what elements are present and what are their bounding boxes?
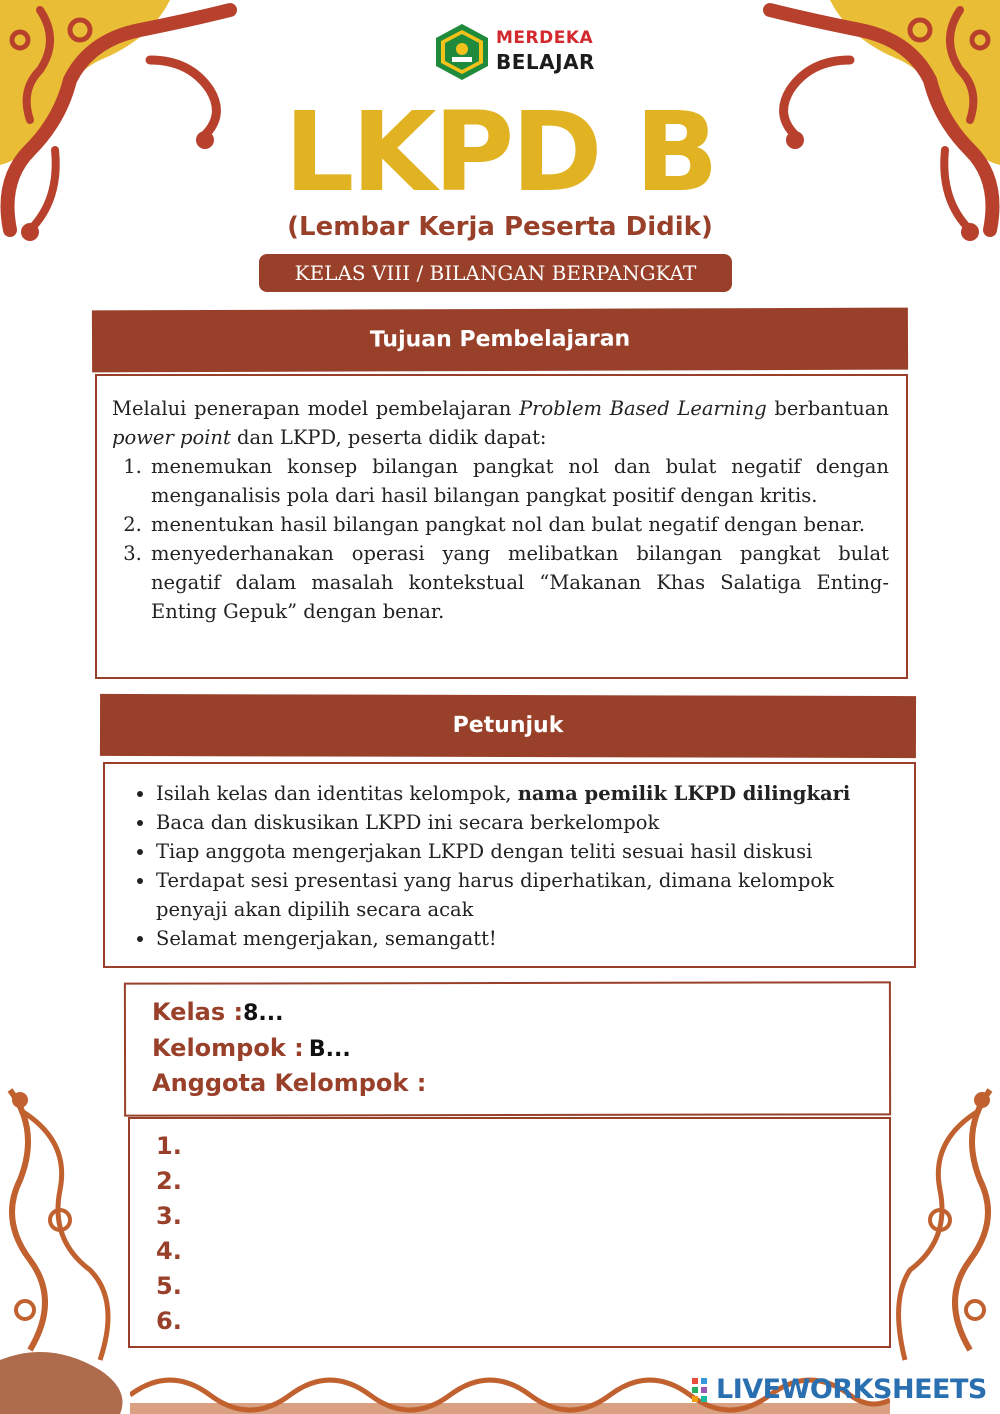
tujuan-intro: Melalui penerapan model pembelajaran Problem Based Learning berbantuan power point dan LKPD, peserta didik dapat: bbox=[112, 397, 889, 449]
petunjuk-heading: Petunjuk bbox=[452, 712, 564, 739]
page-title: LKPD B bbox=[284, 88, 716, 216]
petunjuk-item: • Baca dan diskusikan LKPD ini secara berkelompok bbox=[156, 808, 906, 837]
kelas-label: Kelas : bbox=[152, 998, 244, 1026]
petunjuk-item: • Isilah kelas dan identitas kelompok, nama pemilik LKPD dilingkari bbox=[156, 779, 906, 808]
class-banner: KELAS VIII / BILANGAN BERPANGKAT bbox=[259, 254, 732, 292]
kelompok-label: Kelompok : bbox=[152, 1034, 304, 1062]
tujuan-item: 1. menemukan konsep bilangan pangkat nol dan bulat negatif dengan menganalisis pola dari hasil bilangan pangkat positif dengan kritis. bbox=[148, 452, 889, 510]
logo-line-2: BELAJAR bbox=[496, 50, 595, 74]
anggota-row bbox=[152, 1069, 426, 1097]
tujuan-text bbox=[112, 394, 889, 626]
liveworksheets-watermark bbox=[690, 1374, 987, 1405]
kelas-row bbox=[152, 998, 284, 1026]
kelompok-value[interactable]: B... bbox=[308, 1037, 351, 1062]
member-number: 4. bbox=[156, 1237, 182, 1265]
ornament-bottom-right-icon bbox=[890, 1070, 1000, 1370]
petunjuk-item: • Terdapat sesi presentasi yang harus diperhatikan, dimana kelompok penyaji akan dipilih secara acak bbox=[156, 866, 906, 924]
members-box bbox=[128, 1117, 891, 1348]
petunjuk-header bbox=[100, 694, 916, 758]
petunjuk-item: • Tiap anggota mengerjakan LKPD dengan teliti sesuai hasil diskusi bbox=[156, 837, 906, 866]
tujuan-item: 2. menentukan hasil bilangan pangkat nol dan bulat negatif dengan benar. bbox=[148, 510, 889, 539]
member-number: 6. bbox=[156, 1307, 182, 1335]
tujuan-item: 3. menyederhanakan operasi yang melibatkan bilangan pangkat bulat negatif dalam masalah kontekstual “Makanan Khas Salatiga Enting-Enting Gepuk” dengan benar. bbox=[148, 539, 889, 626]
anggota-label: Anggota Kelompok : bbox=[152, 1069, 427, 1097]
tujuan-list bbox=[112, 452, 889, 626]
member-number: 3. bbox=[156, 1202, 182, 1230]
kemenag-emblem-icon bbox=[432, 22, 492, 82]
kelas-value[interactable]: 8... bbox=[243, 1001, 284, 1026]
ornament-bottom-left-icon bbox=[0, 1070, 130, 1414]
petunjuk-text bbox=[126, 779, 906, 953]
kelompok-row bbox=[152, 1034, 351, 1062]
logo-line-1: MERDEKA bbox=[496, 28, 594, 48]
page-subtitle: (Lembar Kerja Peserta Didik) bbox=[287, 212, 713, 242]
member-number: 5. bbox=[156, 1272, 182, 1300]
member-number: 1. bbox=[156, 1132, 182, 1160]
petunjuk-item: • Selamat mengerjakan, semangatt! bbox=[156, 924, 906, 953]
tujuan-header bbox=[92, 308, 908, 373]
watermark-text: LIVEWORKSHEETS bbox=[716, 1374, 987, 1405]
liveworksheets-logo-icon bbox=[690, 1378, 712, 1404]
tujuan-heading: Tujuan Pembelajaran bbox=[369, 326, 631, 353]
member-number: 2. bbox=[156, 1167, 182, 1195]
petunjuk-list bbox=[126, 779, 906, 953]
merdeka-belajar-logo bbox=[432, 22, 595, 84]
